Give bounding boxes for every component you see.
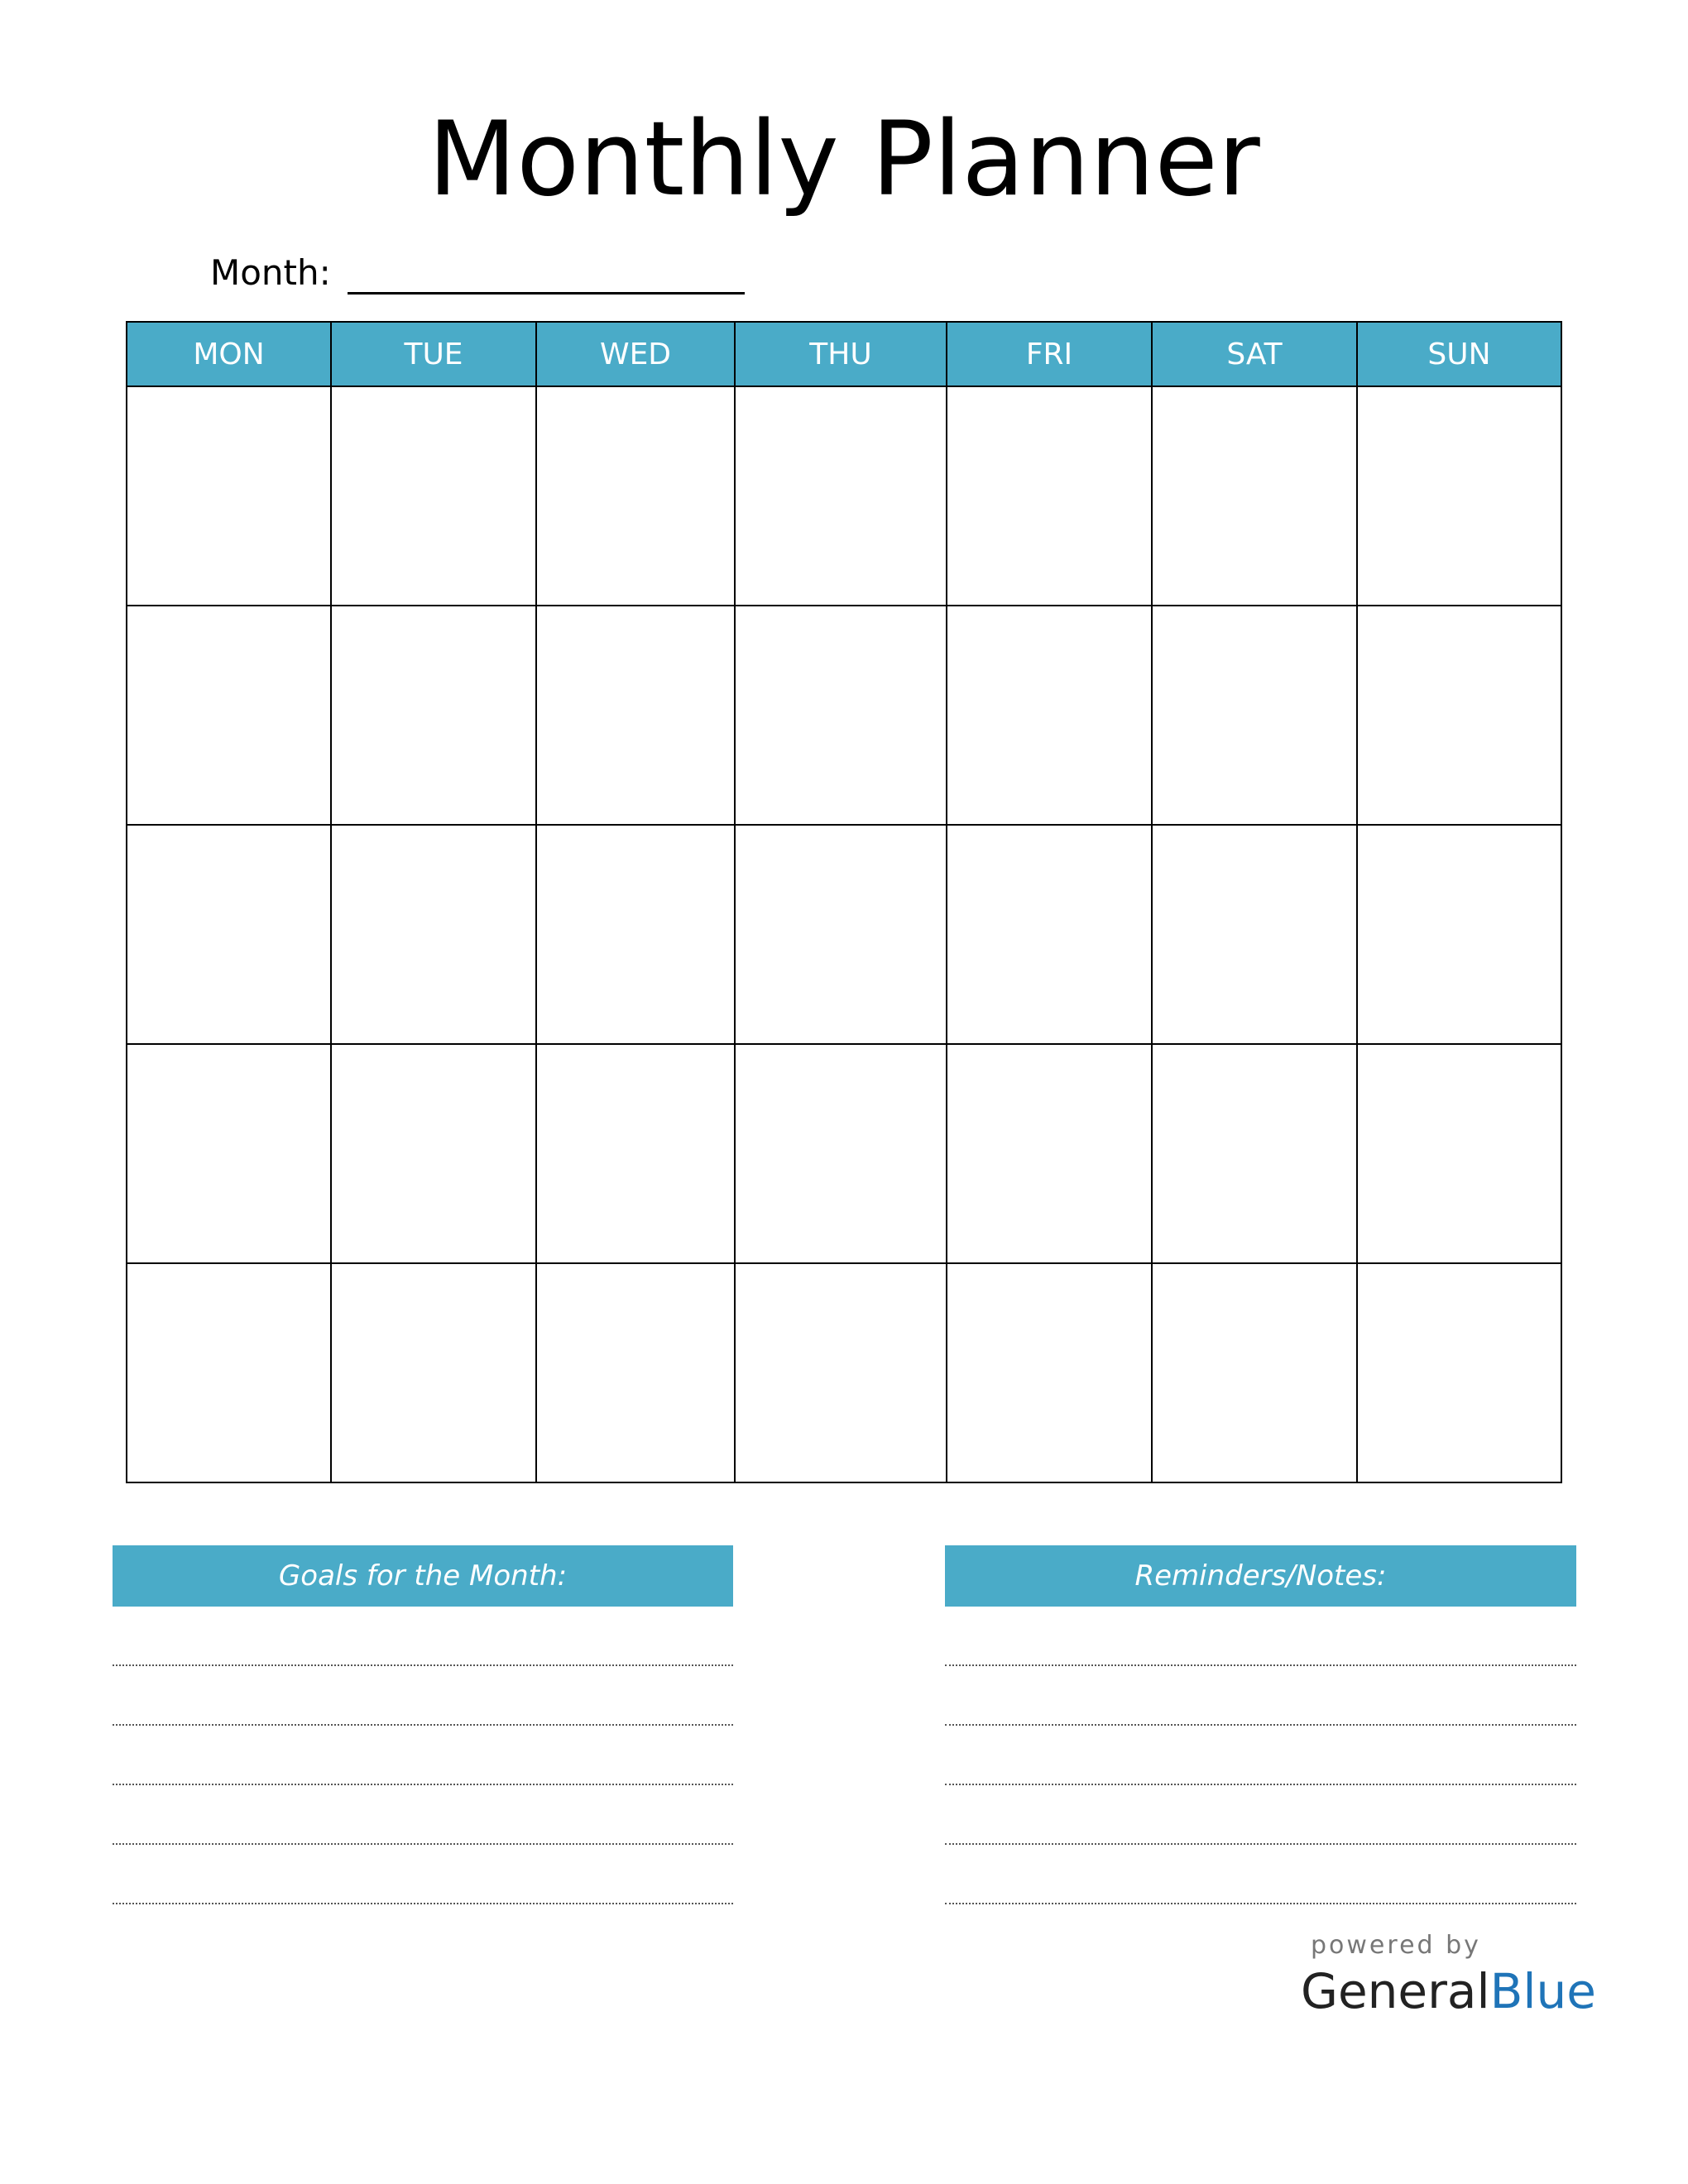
day-cell[interactable] [536, 386, 735, 606]
calendar-week-row [127, 1263, 1561, 1482]
day-cell[interactable] [1152, 386, 1357, 606]
note-line[interactable] [945, 1845, 1576, 1904]
goal-line[interactable] [113, 1607, 733, 1666]
day-cell[interactable] [735, 1263, 947, 1482]
calendar-week-row [127, 1044, 1561, 1263]
day-cell[interactable] [536, 825, 735, 1044]
day-cell[interactable] [735, 606, 947, 825]
note-line[interactable] [945, 1666, 1576, 1726]
note-line[interactable] [945, 1607, 1576, 1666]
weekday-header: WED [536, 322, 735, 386]
goals-lines [113, 1607, 733, 1904]
day-cell[interactable] [1152, 825, 1357, 1044]
note-line[interactable] [945, 1726, 1576, 1785]
goal-line[interactable] [113, 1726, 733, 1785]
calendar-week-row [127, 386, 1561, 606]
day-cell[interactable] [127, 386, 331, 606]
day-cell[interactable] [127, 1263, 331, 1482]
weekday-header: TUE [331, 322, 536, 386]
goal-line[interactable] [113, 1666, 733, 1726]
day-cell[interactable] [947, 1044, 1152, 1263]
brand-logo [1301, 1962, 1596, 2020]
goal-line[interactable] [113, 1845, 733, 1904]
weekday-header: SUN [1357, 322, 1561, 386]
weekday-header: FRI [947, 322, 1152, 386]
note-line[interactable] [945, 1785, 1576, 1845]
day-cell[interactable] [536, 1263, 735, 1482]
goal-line[interactable] [113, 1785, 733, 1845]
notes-panel [945, 1545, 1576, 1904]
goals-heading: Goals for the Month: [113, 1545, 733, 1607]
day-cell[interactable] [1152, 606, 1357, 825]
day-cell[interactable] [536, 1044, 735, 1263]
day-cell[interactable] [331, 1263, 536, 1482]
day-cell[interactable] [1357, 825, 1561, 1044]
page-title: Monthly Planner [428, 100, 1260, 219]
day-cell[interactable] [735, 1044, 947, 1263]
day-cell[interactable] [735, 825, 947, 1044]
month-input-line[interactable] [348, 252, 745, 295]
notes-heading: Reminders/Notes: [945, 1545, 1576, 1607]
weekday-header: MON [127, 322, 331, 386]
brand-blue-text: Blue [1489, 1963, 1596, 2019]
day-cell[interactable] [331, 386, 536, 606]
day-cell[interactable] [1152, 1044, 1357, 1263]
day-cell[interactable] [1357, 606, 1561, 825]
powered-by-text: powered by [1311, 1931, 1481, 1960]
day-cell[interactable] [1357, 1263, 1561, 1482]
day-cell[interactable] [331, 1044, 536, 1263]
day-cell[interactable] [127, 825, 331, 1044]
brand-general-text: General [1301, 1963, 1490, 2019]
calendar-grid [126, 321, 1562, 1483]
calendar-week-row [127, 606, 1561, 825]
goals-panel [113, 1545, 733, 1904]
day-cell[interactable] [331, 825, 536, 1044]
day-cell[interactable] [1357, 1044, 1561, 1263]
weekday-header: SAT [1152, 322, 1357, 386]
day-cell[interactable] [536, 606, 735, 825]
day-cell[interactable] [947, 606, 1152, 825]
weekday-header-row [127, 322, 1561, 386]
day-cell[interactable] [331, 606, 536, 825]
day-cell[interactable] [947, 1263, 1152, 1482]
day-cell[interactable] [127, 1044, 331, 1263]
day-cell[interactable] [947, 386, 1152, 606]
calendar-body [127, 386, 1561, 1482]
day-cell[interactable] [947, 825, 1152, 1044]
calendar-week-row [127, 825, 1561, 1044]
day-cell[interactable] [1357, 386, 1561, 606]
day-cell[interactable] [735, 386, 947, 606]
month-label: Month: [210, 252, 331, 293]
notes-lines [945, 1607, 1576, 1904]
day-cell[interactable] [127, 606, 331, 825]
weekday-header: THU [735, 322, 947, 386]
day-cell[interactable] [1152, 1263, 1357, 1482]
month-field [210, 245, 745, 295]
